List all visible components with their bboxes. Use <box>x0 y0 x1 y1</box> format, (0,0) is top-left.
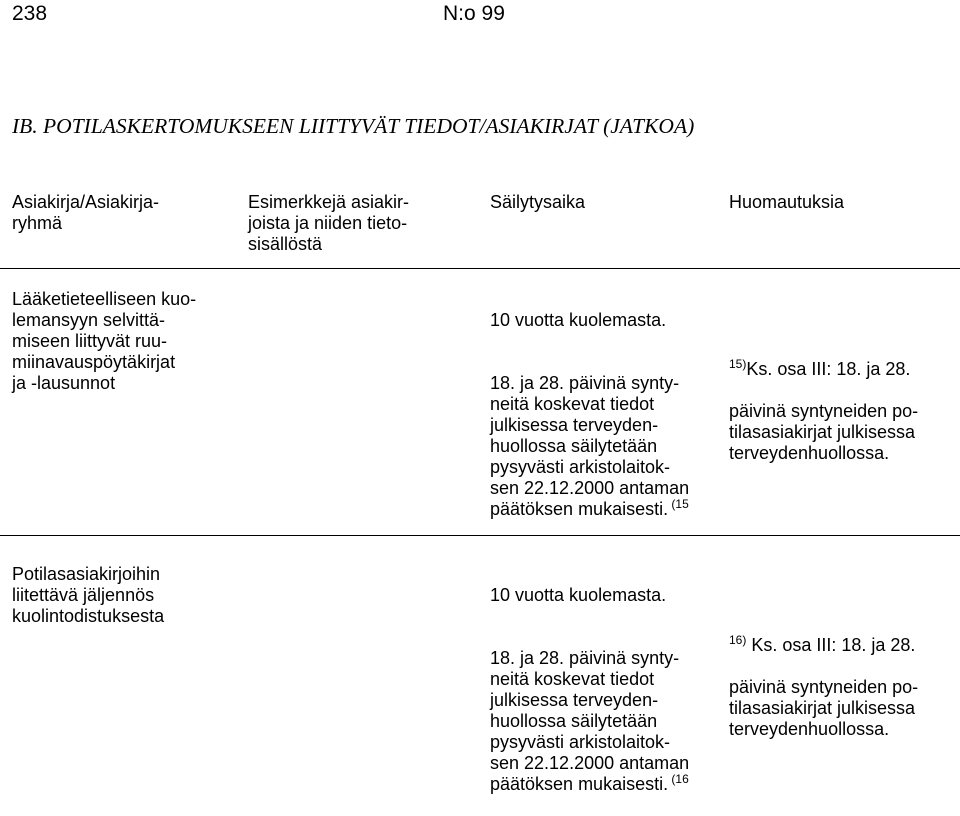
row-1-document: Lääketieteelliseen kuo- lemansyyn selvittä- miseen liittyvät ruu- miinavauspöytäkirjat ja -lausunnot <box>12 289 197 393</box>
row-2-retention-period: 10 vuotta kuolemasta. <box>490 585 667 605</box>
row-divider <box>0 535 960 536</box>
row-1-note-ref: 15) <box>729 357 747 371</box>
row-2-footnote-ref: (16 <box>668 772 689 786</box>
column-header-retention: Säilytysaika <box>490 192 586 212</box>
row-1-note-first-line: Ks. osa III: 18. ja 28. <box>746 359 911 379</box>
row-2-note-ref: 16) <box>729 633 747 647</box>
row-2-remarks <box>729 614 954 761</box>
column-header-document: Asiakirja/Asiakirja- ryhmä <box>12 192 160 233</box>
row-2-retention-text: 18. ja 28. päivinä synty- neitä koskevat tiedot julkisessa terveyden- huollossa säilytetään pysyvästi arkistolaitok- sen 22.12.2000 antaman päätöksen mukaisesti. <box>490 648 690 794</box>
row-2-note-first-line: Ks. osa III: 18. ja 28. <box>746 635 916 655</box>
row-1-retention-period: 10 vuotta kuolemasta. <box>490 310 667 330</box>
row-2-document: Potilasasiakirjoihin liitettävä jäljennös kuolintodistuksesta <box>12 564 165 626</box>
column-header-remarks: Huomautuksia <box>729 192 845 212</box>
column-header-examples: Esimerkkejä asiakir- joista ja niiden tieto- sisällöstä <box>248 192 410 254</box>
header-divider <box>0 268 960 269</box>
row-1-retention <box>490 289 725 541</box>
section-title: IB. POTILASKERTOMUKSEEN LIITTYVÄT TIEDOT/ASIAKIRJAT (JATKOA) <box>12 114 695 138</box>
row-1-footnote-ref: (15 <box>668 497 689 511</box>
issue-number: N:o 99 <box>443 2 505 25</box>
row-1-retention-text: 18. ja 28. päivinä synty- neitä koskevat tiedot julkisessa terveyden- huollossa säilytetään pysyvästi arkistolaitok- sen 22.12.2000 antaman päätöksen mukaisesti. <box>490 373 690 519</box>
row-2-note-rest: päivinä syntyneiden po- tilasasiakirjat julkisessa terveydenhuollossa. <box>729 677 919 739</box>
page-number: 238 <box>12 2 48 25</box>
row-2-retention-detail <box>490 648 725 795</box>
row-1-retention-detail <box>490 373 725 520</box>
row-1-note-rest: päivinä syntyneiden po- tilasasiakirjat julkisessa terveydenhuollossa. <box>729 401 919 463</box>
row-2-retention <box>490 564 725 816</box>
row-1-remarks <box>729 338 954 485</box>
